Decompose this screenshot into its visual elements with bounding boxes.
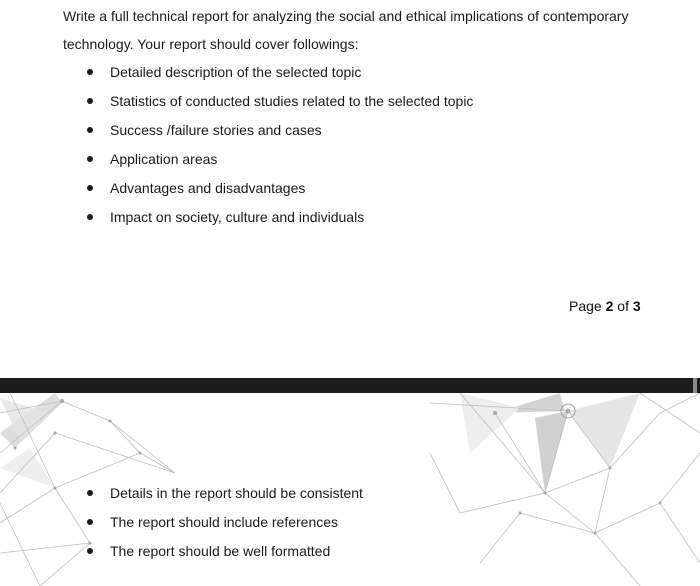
intro-line-1: Write a full technical report for analyzing the social and ethical implications of contemporary (63, 8, 629, 24)
list-item-text: The report should include references (110, 514, 339, 530)
list-item-text: Impact on society, culture and individuals (110, 209, 365, 225)
bullet-icon (87, 98, 93, 104)
list-item-text: Statistics of conducted studies related to the selected topic (110, 93, 474, 109)
mesh-right (430, 393, 700, 586)
scrollbar-thumb[interactable] (693, 378, 697, 393)
page-separator (0, 378, 700, 393)
list-item-text: Advantages and disadvantages (110, 180, 306, 196)
bullet-icon (87, 519, 93, 525)
page-number-total: 3 (632, 298, 641, 314)
intro-paragraph (63, 2, 663, 58)
bullet-icon (87, 127, 93, 133)
bullet-icon (87, 548, 93, 554)
bullet-icon (87, 69, 93, 75)
bullet-icon (87, 490, 93, 496)
list-item-text: Details in the report should be consistent (110, 485, 363, 501)
bullet-icon (87, 185, 93, 191)
list-item-text: Success /failure stories and cases (110, 122, 322, 138)
bullet-icon (87, 214, 93, 220)
list-item-text: Detailed description of the selected topic (110, 64, 362, 80)
intro-line-2: technology. Your report should cover followings: (63, 36, 359, 52)
list-item-text: The report should be well formatted (110, 543, 331, 559)
document-page-next (0, 393, 700, 586)
page-number (569, 298, 641, 314)
list-item-text: Application areas (110, 151, 218, 167)
page-number-prefix: Page (569, 298, 606, 314)
page-number-middle: of (613, 298, 633, 314)
page-number-current: 2 (605, 298, 614, 314)
bullet-icon (87, 156, 93, 162)
